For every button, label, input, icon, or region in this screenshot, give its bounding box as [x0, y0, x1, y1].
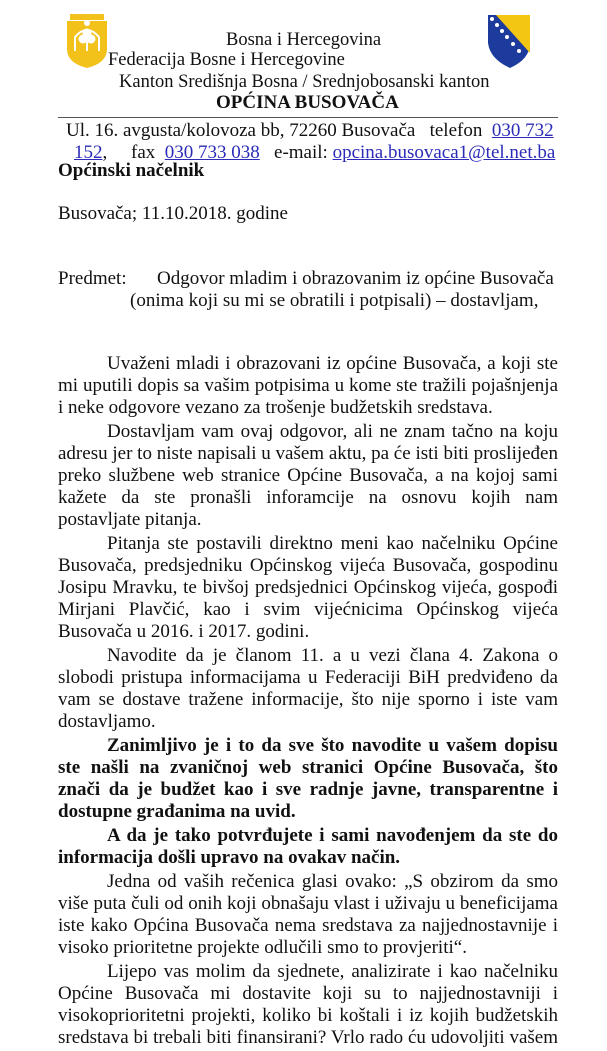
subject-label: Predmet: [58, 268, 127, 289]
federation-line: Federacija Bosne i Hercegovine [108, 50, 345, 70]
contact-block: Ul. 16. avgusta/kolovoza bb, 72260 Busovača telefon 030 732 152, fax 030 733 038 e-mail: opcina.busovaca1@tel.net.ba [66, 120, 556, 163]
email-link[interactable]: opcina.busovaca1@tel.net.ba [332, 142, 556, 163]
date-line: Busovača; 11.10.2018. godine [58, 203, 288, 224]
paragraph: Pitanja ste postavili direktno meni kao načelniku Općine Busovača, predsjedniku Općinskog vijeća Busovača, gospodinu Josipu Mravku, te bivšoj predsjednici Općinskog vijeća, gospođi Mirjani Plavčić, kao i svim vijećnicima Općinskog vijeća Busovača u 2016. i 2017. godini. [58, 533, 558, 642]
paragraph: Dostavljam vam ovaj odgovor, ali ne znam tačno na koju adresu jer to niste napisali u vašem aktu, pa će isti biti proslijeđen preko službene web stranice Općine Busovača, a na kojoj sami kažete da ste pronašli inforamcije na osnovu kojih nam postavljate pitanja. [58, 421, 558, 530]
paragraph: Jedna od vaših rečenica glasi ovako: „S obzirom da smo više puta čuli od onih koji obnašaju vlast i uživaju u beneficijama iste kako Općina Busovača nema sredstava za najjednostavnije i visoko prioritetne projekte odlučili smo to provjeriti“. [58, 871, 558, 958]
canton-line: Kanton Središnja Bosna / Srednjobosanski kanton [119, 72, 490, 92]
paragraph: Lijepo vas molim da sjednete, analizirate i kao načelniku Općine Busovača mi dostavite koji su to najjednostavniji i visokoprioritetni projekti, koliko bi koštali i iz kojih budžetskih sredstava bi trebali biti finansirani? Vrlo rado ću udovoljiti vašem [58, 961, 558, 1048]
paragraph: Uvaženi mladi i obrazovani iz općine Busovača, a koji ste mi uputili dopis sa vašim potpisima u kome ste tražili pojašnjenja i neke odgovore vezano za trošenje budžetskih sredstava. [58, 353, 558, 418]
email-label: e-mail: [274, 142, 328, 163]
address: Ul. 16. avgusta/kolovoza bb, 72260 Busovača [66, 120, 416, 141]
phone-link[interactable]: 030 732 [491, 120, 554, 141]
municipality-name: OPĆINA BUSOVAČA [216, 92, 399, 113]
phone-link-continued[interactable]: 152 [74, 142, 103, 163]
fax-link[interactable]: 030 733 038 [164, 142, 260, 163]
paragraph: Navodite da je članom 11. a u vezi člana 4. Zakona o slobodi pristupa informacijama u Federaciji BiH predviđeno da vam se dostave tražene informacije, što nije sporno i iste vam dostavljamo. [58, 645, 558, 732]
phone-label: telefon [429, 120, 483, 141]
fax-label: fax [131, 142, 156, 163]
municipality-crest-icon [64, 11, 110, 69]
bih-coat-of-arms-icon [486, 13, 532, 69]
header-divider [58, 117, 558, 118]
paragraph-bold: Zanimljivo je i to da sve što navodite u vašem dopisu ste našli na zvaničnoj web stranici Općine Busovača, što znači da je budžet kao i sve radnje javne, transparentne i dostupne građanima na uvid. [58, 735, 558, 822]
letter-body [58, 353, 558, 1051]
subject-line-1: Odgovor mladim i obrazovanim iz općine Busovača [157, 268, 554, 289]
subject-line-2: (onima koji su mi se obratili i potpisali) – dostavljam, [130, 290, 539, 311]
sender-title: Općinski načelnik [58, 160, 205, 181]
country-line: Bosna i Hercegovina [226, 30, 382, 50]
paragraph-bold: A da je tako potvrđujete i sami navođenjem da ste do informacija došli upravo na ovakav način. [58, 825, 558, 868]
